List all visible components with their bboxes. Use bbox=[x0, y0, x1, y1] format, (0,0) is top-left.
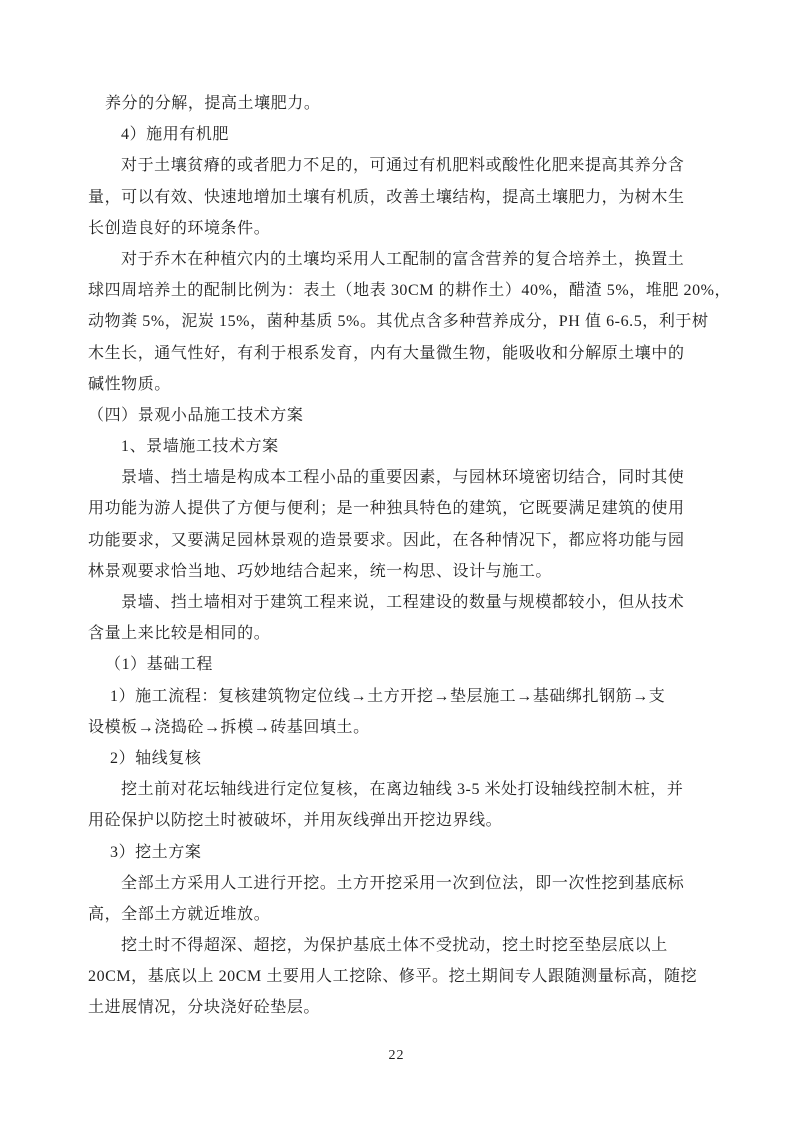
list-item-heading bbox=[88, 837, 694, 868]
text-line: 设模板→浇捣砼→拆模→砖基回填土。 bbox=[88, 718, 370, 736]
text-line: 用砼保护以防挖土时被破坏，并用灰线弹出开挖边界线。 bbox=[88, 812, 503, 830]
section-heading bbox=[88, 400, 694, 431]
text-line: 2）轴线复核 bbox=[110, 749, 202, 767]
text-line: 景墙、挡土墙相对于建筑工程来说，工程建设的数量与规模都较小，但从技术 bbox=[121, 594, 685, 611]
text-line: 全部土方采用人工进行开挖。土方开挖采用一次到位法，即一次性挖到基底标 bbox=[121, 874, 685, 892]
text-line: 4）施用有机肥 bbox=[121, 126, 229, 144]
body bbox=[88, 587, 694, 649]
text-line: 功能要求，又要满足园林景观的造景要求。因此，在各种情况下，都应将功能与园 bbox=[88, 531, 685, 549]
body bbox=[88, 681, 694, 743]
body bbox=[88, 930, 698, 1024]
list-item-heading bbox=[88, 743, 694, 774]
body-continuation bbox=[88, 88, 694, 119]
text-line: 量，可以有效、快速地增加土壤有机质，改善土壤结构，提高土壤肥力，为树木生 bbox=[88, 188, 685, 206]
body bbox=[88, 868, 694, 930]
text-line: 对于土壤贫瘠的或者肥力不足的，可通过有机肥料或酸性化肥来提高其养分含 bbox=[121, 157, 685, 175]
text-line: 养分的分解，提高土壤肥力。 bbox=[105, 95, 321, 112]
text-line: 高，全部土方就近堆放。 bbox=[88, 905, 271, 923]
page-number: 22 bbox=[388, 1048, 405, 1063]
document-body bbox=[88, 88, 732, 1024]
text-line: 土进展情况，分块浇好砼垫层。 bbox=[88, 999, 320, 1017]
text-line: 挖土前对花坛轴线进行定位复核，在离边轴线 3-5 米处打设轴线控制木桩，并 bbox=[121, 781, 684, 799]
text-line: （四）景观小品施工技术方案 bbox=[88, 406, 304, 424]
list-item-heading bbox=[88, 119, 694, 150]
text-line: 长创造良好的环境条件。 bbox=[88, 219, 271, 237]
body bbox=[88, 150, 694, 244]
text-line: 对于乔木在种植穴内的土壤均采用人工配制的富含营养的复合培养土，换置土 bbox=[121, 250, 685, 268]
text-line: 林景观要求恰当地、巧妙地结合起来，统一构思、设计与施工。 bbox=[88, 562, 552, 580]
text-line: 碱性物质。 bbox=[88, 375, 171, 393]
text-line: 用功能为游人提供了方便与便利；是一种独具特色的建筑，它既要满足建筑的使用 bbox=[88, 500, 685, 518]
sub-heading bbox=[88, 431, 694, 462]
text-line: 动物粪 5%，泥炭 15%，菌种基质 5%。其优点含多种营养成分，PH 值 6-6.5，利于树 bbox=[88, 313, 709, 331]
sub-heading bbox=[88, 649, 694, 680]
text-line: 球四周培养土的配制比例为：表土（地表 30CM 的耕作土）40%，醋渣 5%，堆肥 20%， bbox=[88, 282, 732, 300]
text-line: 3）挖土方案 bbox=[110, 843, 202, 861]
text-line: 1）施工流程：复核建筑物定位线→土方开挖→垫层施工→基础绑扎钢筋→支 bbox=[110, 687, 666, 705]
text-line: 1、景墙施工技术方案 bbox=[121, 438, 279, 456]
text-line: 木生长，通气性好，有利于根系发育，内有大量微生物，能吸收和分解原土壤中的 bbox=[88, 344, 685, 362]
body bbox=[88, 244, 732, 400]
body bbox=[88, 774, 694, 836]
text-line: 景墙、挡土墙是构成本工程小品的重要因素，与园林环境密切结合，同时其使 bbox=[121, 469, 685, 487]
text-line: 挖土时不得超深、超挖，为保护基底土体不受扰动，挖土时挖至垫层底以上 bbox=[121, 937, 668, 955]
body bbox=[88, 462, 694, 587]
text-line: （1）基础工程 bbox=[105, 656, 213, 674]
text-line: 20CM，基底以上 20CM 土要用人工挖除、修平。挖土期间专人跟随测量标高，随挖 bbox=[88, 968, 698, 986]
text-line: 含量上来比较是相同的。 bbox=[88, 625, 271, 643]
